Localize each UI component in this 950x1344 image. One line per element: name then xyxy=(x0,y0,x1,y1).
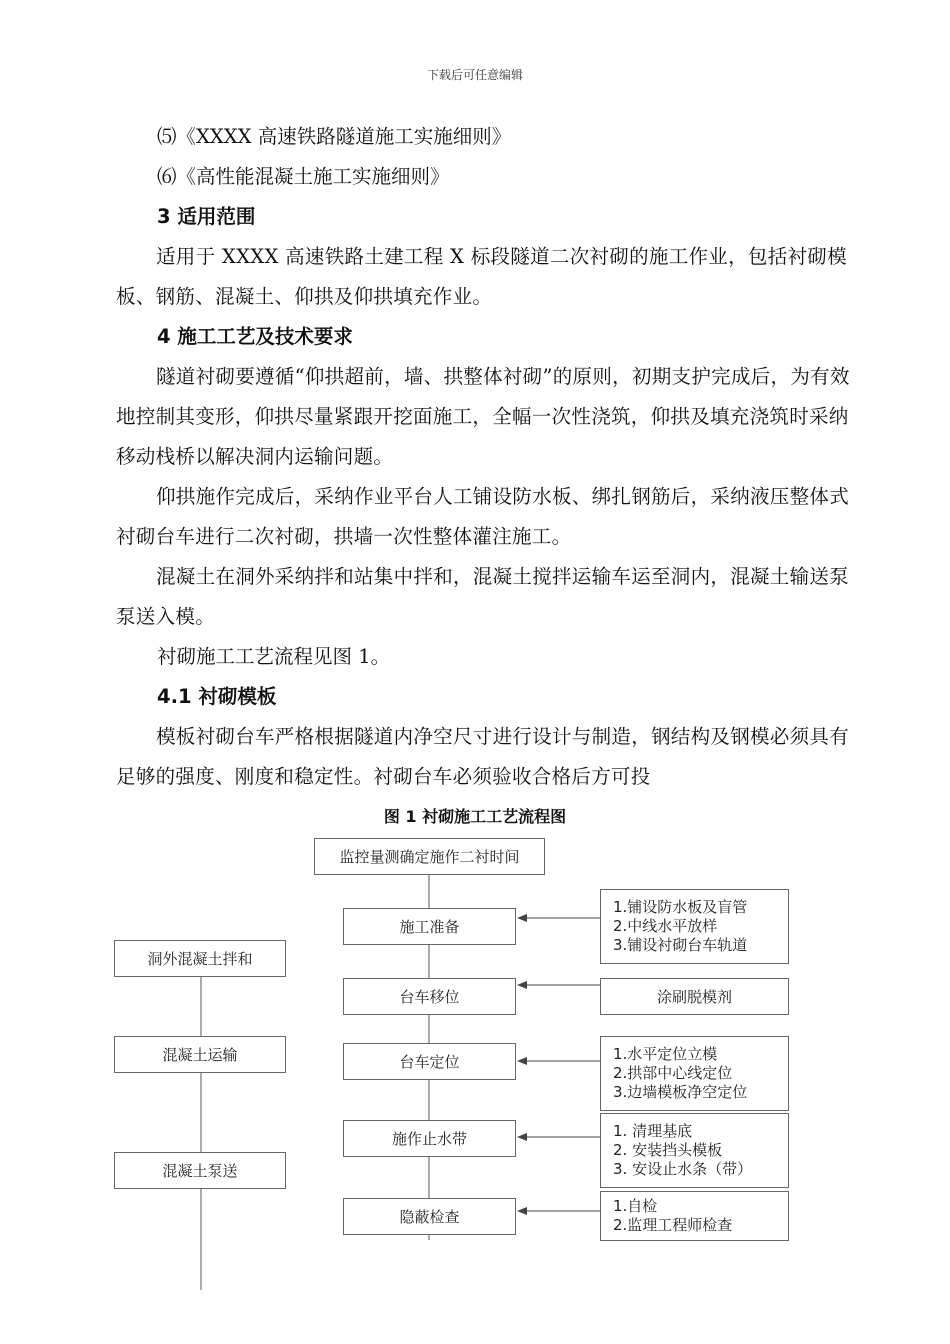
note-waterstop-item-3: 3. 安设止水条（带） xyxy=(613,1160,753,1178)
section-4-paragraph-4: 衬砌施工工艺流程见图 1。 xyxy=(157,645,391,668)
section-4-1-body: 模板衬砌台车严格根据隧道内净空尺寸进行设计与制造，钢结构及钢模必须具有足够的强度、刚度和稳定性。衬砌台车必须验收合格后方可投 xyxy=(116,725,850,788)
section-4-heading: 4 施工工艺及技术要求 xyxy=(157,325,353,348)
figure-title: 图 1 衬砌施工工艺流程图 xyxy=(383,807,567,826)
section-4-1-heading: 4.1 衬砌模板 xyxy=(157,685,277,708)
note-position-item-2: 2.拱部中心线定位 xyxy=(613,1064,733,1082)
section-4-paragraph-3: 混凝土在洞外采纳拌和站集中拌和，混凝土搅拌运输车运至洞内，混凝土输送泵泵送入模。 xyxy=(116,565,850,628)
flow-note-move: 涂刷脱模剂 xyxy=(600,978,789,1015)
flow-step-prep: 施工准备 xyxy=(343,908,516,945)
flow-note-waterstop xyxy=(600,1113,789,1188)
flow-note-prep xyxy=(600,889,789,964)
section-4-paragraph-2: 仰拱施作完成后，采纳作业平台人工铺设防水板、绑扎钢筋后，采纳液压整体式衬砌台车进行二次衬砌，拱墙一次性整体灌注施工。 xyxy=(116,485,850,548)
flow-left-pumping: 混凝土泵送 xyxy=(114,1152,286,1189)
section-3-heading: 3 适用范围 xyxy=(157,205,256,228)
section-3-body: 适用于 XXXX 高速铁路土建工程 X 标段隧道二次衬砌的施工作业，包括衬砌模板、钢筋、混凝土、仰拱及仰拱填充作业。 xyxy=(116,245,847,308)
flow-note-position xyxy=(600,1036,789,1111)
flow-note-inspection xyxy=(600,1191,789,1241)
note-waterstop-item-1: 1. 清理基底 xyxy=(613,1122,693,1140)
note-prep-item-1: 1.铺设防水板及盲管 xyxy=(613,898,748,916)
note-waterstop-item-2: 2. 安装挡头模板 xyxy=(613,1141,723,1159)
note-prep-item-2: 2.中线水平放样 xyxy=(613,917,718,935)
flow-step-waterstop: 施作止水带 xyxy=(343,1120,516,1157)
reference-6: ⑹《高性能混凝土施工实施细则》 xyxy=(157,165,450,188)
flow-top-box: 监控量测确定施作二衬时间 xyxy=(314,838,545,875)
flow-left-transport: 混凝土运输 xyxy=(114,1036,286,1073)
flow-step-position: 台车定位 xyxy=(343,1043,516,1080)
note-position-item-3: 3.边墙模板净空定位 xyxy=(613,1083,748,1101)
flow-step-inspection: 隐蔽检查 xyxy=(343,1198,516,1235)
note-inspection-item-2: 2.监理工程师检查 xyxy=(613,1216,733,1234)
note-prep-item-3: 3.铺设衬砌台车轨道 xyxy=(613,936,748,954)
flow-left-mixing: 洞外混凝土拌和 xyxy=(114,940,286,977)
note-inspection-item-1: 1.自检 xyxy=(613,1197,658,1215)
flow-step-move: 台车移位 xyxy=(343,978,516,1015)
note-position-item-1: 1.水平定位立模 xyxy=(613,1045,718,1063)
section-4-paragraph-1: 隧道衬砌要遵循“仰拱超前，墙、拱整体衬砌”的原则，初期支护完成后，为有效地控制其变形，仰拱尽量紧跟开挖面施工，全幅一次性浇筑，仰拱及填充浇筑时采纳移动栈桥以解决洞内运输问题。 xyxy=(116,365,850,468)
reference-5: ⑸《XXXX 高速铁路隧道施工实施细则》 xyxy=(157,125,512,148)
page-header: 下载后可任意编辑 xyxy=(426,68,523,82)
